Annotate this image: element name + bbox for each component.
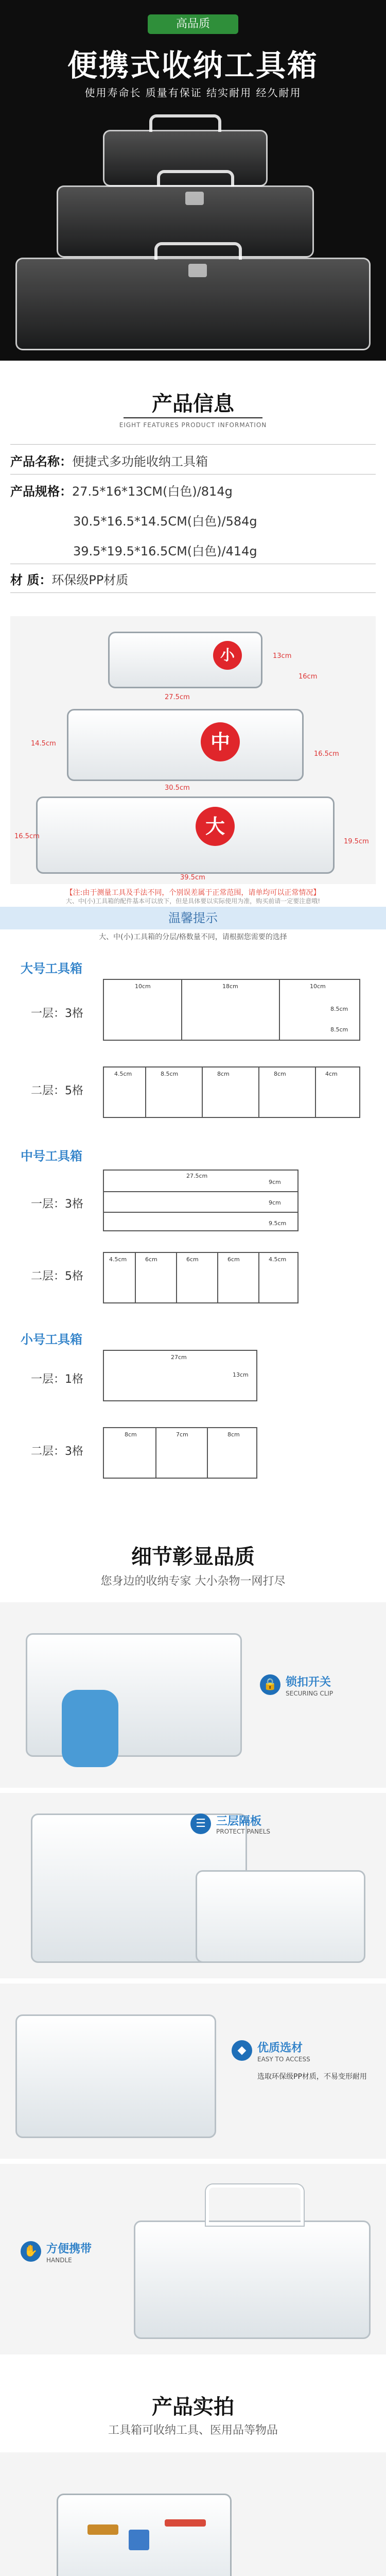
- large-layer2-label: 二层：5格: [31, 1084, 83, 1097]
- handle-icon: [206, 2184, 304, 2226]
- size-badge-large: 大: [196, 807, 235, 846]
- size-comparison-photo: 小 27.5cm 13cm 16cm 中 30.5cm 14.5cm 16.5cm 大 39.5cm 16.5cm 19.5cm: [10, 616, 376, 884]
- hero-banner: [0, 0, 386, 361]
- medium-layer1-label: 一层：3格: [31, 1198, 83, 1211]
- real-title: 产品实拍: [152, 2395, 234, 2419]
- glove-hand: [62, 1690, 118, 1767]
- medium-box-title: 中号工具箱: [21, 1149, 82, 1163]
- large-layer2-diagram: 4.5cm 8.5cm 8cm 8cm 4cm: [103, 1066, 360, 1118]
- lock-detail-photo: 🔒 锁扣开关 SECURING CLIP: [0, 1602, 386, 1788]
- real-photo-tools: [0, 2452, 386, 2576]
- lock-icon: 🔒: [260, 1674, 280, 1695]
- medium-layer2-diagram: 4.5cm 6cm 6cm 6cm 4.5cm: [103, 1252, 299, 1303]
- tips-subtitle: 大、中(小)工具箱的分层/格数量不同，请根据您需要的选择: [99, 933, 287, 941]
- medium-layer2-label: 二层：5格: [31, 1270, 83, 1283]
- info-material-row: 材 质：环保级PP材质: [10, 573, 129, 587]
- fit-note: 大、中(小)工具箱的配件基本可以放下，但是具体要以实际使用为准，购买前请一定要注意哦!: [65, 897, 321, 905]
- info-spec-row-2: 30.5*16.5*14.5CM(白色)/584g: [73, 514, 257, 529]
- material-detail-photo: ◆ 优质选材 EASY TO ACCESS 选取环保级PP材质，不易变形耐用: [0, 1984, 386, 2159]
- quality-badge: 高品质: [148, 14, 238, 34]
- large-box-title: 大号工具箱: [21, 961, 82, 976]
- tips-title: 温馨提示: [0, 907, 386, 929]
- size-badge-medium: 中: [201, 722, 240, 761]
- real-desc: 工具箱可收纳工具、医用品等物品: [108, 2424, 278, 2437]
- handle-detail-photo: ✋ 方便携带 HANDLE: [0, 2164, 386, 2354]
- handle-icon: [149, 114, 221, 132]
- hero-title: 便携式收纳工具箱: [67, 48, 319, 83]
- info-spec-row-3: 39.5*19.5*16.5CM(白色)/414g: [73, 544, 257, 558]
- tray-detail-photo: ☰ 三层隔板 PROTECT PANELS: [0, 1793, 386, 1978]
- details-desc: 您身边的收纳专家 大小杂物一网打尽: [100, 1575, 286, 1588]
- hero-tagline: 使用寿命长 质量有保证 结实耐用 经久耐用: [84, 87, 302, 99]
- measure-note: 【注:由于测量工具及手法不同，个别误差属于正常范围，请单均可以正常情况】: [65, 889, 321, 897]
- medium-layer1-diagram: 27.5cm 9cm 9cm 9.5cm: [103, 1170, 299, 1231]
- latch-icon: [188, 264, 207, 277]
- info-title: 产品信息: [152, 392, 234, 416]
- details-title: 细节彰显品质: [131, 1545, 255, 1569]
- small-layer1-diagram: 27cm 13cm: [103, 1350, 257, 1401]
- large-layer1-label: 一层：3格: [31, 1007, 83, 1020]
- small-layer2-diagram: 8cm 7cm 8cm: [103, 1427, 257, 1479]
- info-divider: [124, 417, 262, 418]
- latch-icon: [185, 192, 204, 205]
- info-subtitle: EIGHT FEATURES PRODUCT INFORMATION: [119, 421, 267, 429]
- handle-icon: [157, 170, 234, 187]
- carry-icon: ✋: [21, 2241, 41, 2262]
- layers-icon: ☰: [190, 1814, 211, 1834]
- material-icon: ◆: [232, 2040, 252, 2061]
- info-spec-row: 产品规格：27.5*16*13CM(白色)/814g: [10, 484, 233, 499]
- small-layer1-label: 一层：1格: [31, 1373, 83, 1386]
- small-box-title: 小号工具箱: [21, 1332, 82, 1347]
- small-layer2-label: 二层：3格: [31, 1445, 83, 1458]
- handle-icon: [154, 242, 242, 260]
- info-name-row: 产品名称：便捷式多功能收纳工具箱: [10, 454, 208, 469]
- large-layer1-diagram: 10cm 18cm 10cm 8.5cm 8.5cm: [103, 979, 360, 1041]
- size-badge-small: 小: [213, 641, 242, 670]
